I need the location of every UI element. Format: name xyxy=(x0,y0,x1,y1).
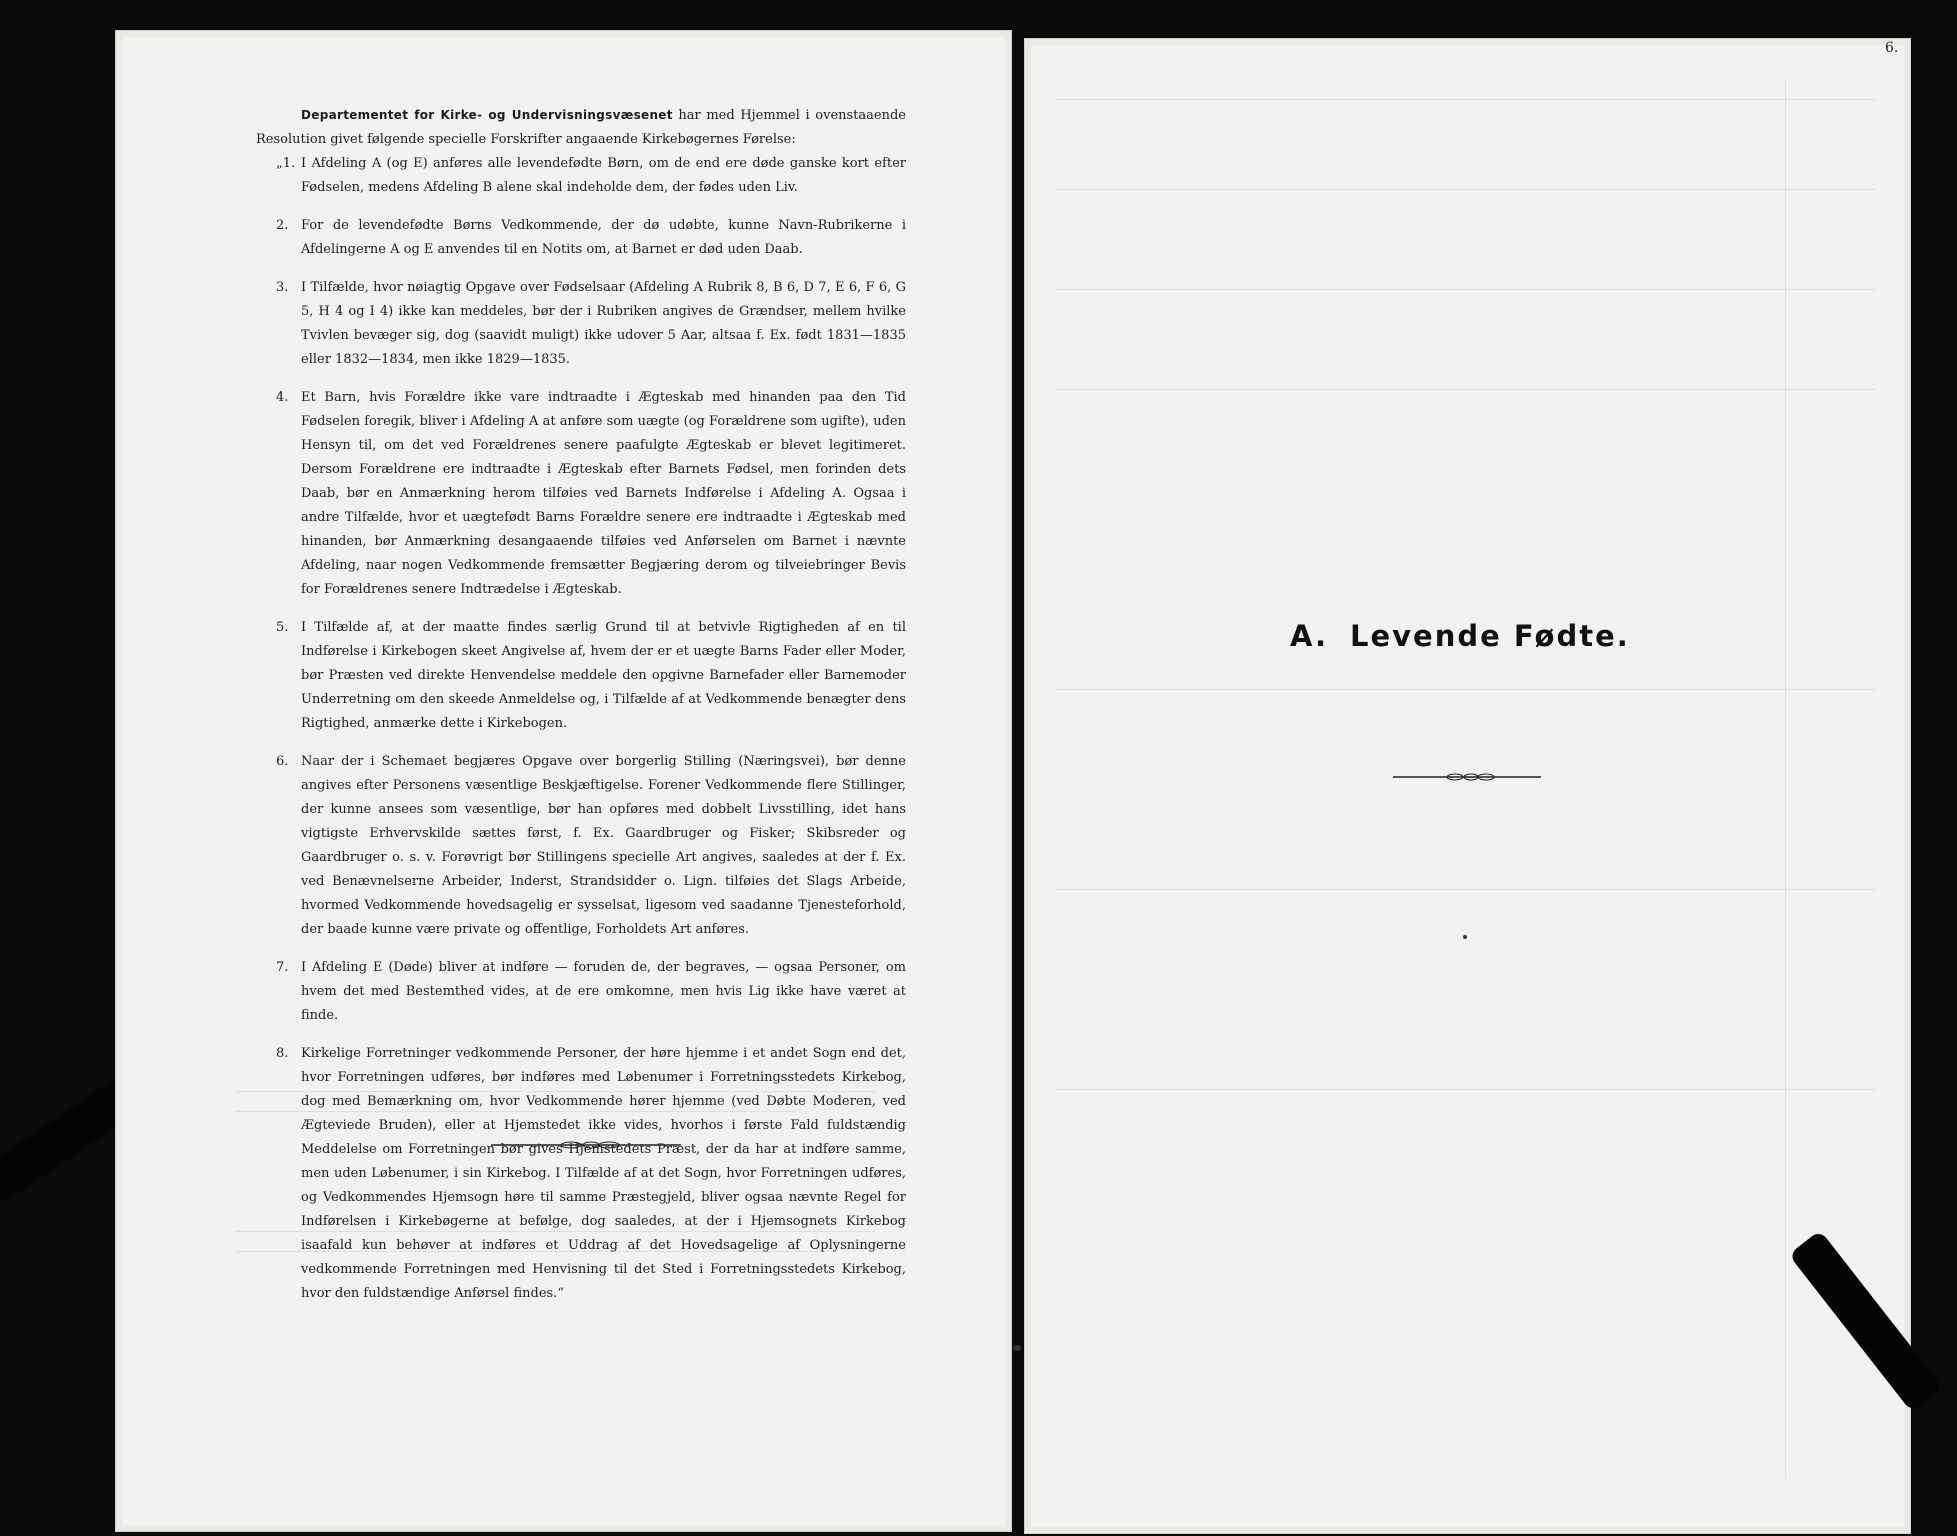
item-number: 8. xyxy=(276,1046,289,1061)
regulation-item xyxy=(256,956,906,1028)
item-text: I Afdeling E (Døde) bliver at indføre — foruden de, der begraves, — ogsaa Personer, om hvem det med Bestemthed vides, at de ere omkomne, men hvis Lig ikke have været at finde. xyxy=(301,960,906,1023)
regulation-item xyxy=(256,152,906,200)
item-number: 7. xyxy=(276,960,289,975)
item-text: I Afdeling A (og E) anføres alle levendefødte Børn, om de end ere døde ganske kort efter Fødselen, medens Afdeling B alene skal indeholde dem, der fødes uden Liv. xyxy=(301,156,906,195)
regulations-text xyxy=(256,103,906,1306)
item-text: I Tilfælde af, at der maatte findes særlig Grund til at betvivle Rigtigheden af en til Indførelse i Kirkebogen skeet Angivelse af, hvem der er et uægte Barns Fader eller Moder, bør Præsten ved direkte Henvendelse meddele den opgivne Barnefader eller Barnemoder Underretning om den skeede Anmeldelse og, i Tilfælde af at Vedkommende benægter dens Rigtighed, anmærke dette i Kirkebogen. xyxy=(301,620,906,731)
intro-text: har med Hjemmel i ovenstaaende Resolution givet følgende specielle Forskrifter angaaende Kirkebøgernes Førelse: xyxy=(256,108,906,147)
intro-paragraph xyxy=(256,103,906,152)
item-text: For de levendefødte Børns Vedkommende, der dø udøbte, kunne Navn-Rubrikerne i Afdelingerne A og E anvendes til en Notits om, at Barnet er død uden Daab. xyxy=(301,218,906,257)
section-letter: A. xyxy=(1290,619,1328,653)
bleed-through-line xyxy=(1055,99,1875,100)
bleed-through-line xyxy=(1055,189,1875,190)
ornament-divider-icon xyxy=(491,1141,681,1149)
item-number: „1. xyxy=(276,156,296,171)
bleed-through-line xyxy=(1055,289,1875,290)
ink-speck xyxy=(1463,935,1467,939)
section-title: Levende Fødte. xyxy=(1350,619,1630,653)
page-corner-mark: 6. xyxy=(1885,40,1899,56)
item-number: 3. xyxy=(276,280,289,295)
item-number: 6. xyxy=(276,754,289,769)
regulation-item xyxy=(256,386,906,602)
item-number: 2. xyxy=(276,218,289,233)
right-page xyxy=(1024,38,1911,1534)
bleed-through-line xyxy=(1055,389,1875,390)
item-number: 4. xyxy=(276,390,289,405)
regulation-item xyxy=(256,276,906,372)
item-text: Kirkelige Forretninger vedkommende Personer, der høre hjemme i et andet Sogn end det, hvor Forretningen udføres, bør indføres med Løbenumer i Forretningsstedets Kirkebog, dog med Bemærkning om, hvor Vedkommende hører hjemme (ved Døbte Moderen, ved Ægteviede Bruden), eller at Hjemstedet ikke vides, hvorhos i første Fald fuldstændig Meddelelse om Forretningen bør gives Hjemstedets Præst, der da har at indføre samme, men uden Løbenumer, i sin Kirkebog. I Tilfælde af at det Sogn, hvor Forretningen udføres, og Vedkommendes Hjemsogn høre til samme Præstegjeld, bliver ogsaa nævnte Regel for Indførelsen i Kirkebøgerne at befølge, dog saaledes, at der i Hjemsognets Kirkebog isaafald kun behøver at indføres et Uddrag af det Hovedsagelige af Oplysningerne vedkommende Forretningen med Henvisning til det Sted i Forretningsstedets Kirkebog, hvor den fuldstændige Anførsel findes.“ xyxy=(301,1046,906,1301)
item-number: 5. xyxy=(276,620,289,635)
bleed-through-line xyxy=(1055,689,1875,690)
item-text: I Tilfælde, hvor nøiagtig Opgave over Fødselsaar (Afdeling A Rubrik 8, B 6, D 7, E 6, F 6, G 5, H 4 og I 4) ikke kan meddeles, bør der i Rubriken angives de Grændser, mellem hvilke Tvivlen bevæger sig, dog (saavidt muligt) ikke udover 5 Aar, altsaa f. Ex. født 1831—1835 eller 1832—1834, men ikke 1829—1835. xyxy=(301,280,906,367)
left-page xyxy=(115,30,1012,1532)
item-text: Et Barn, hvis Forældre ikke vare indtraadte i Ægteskab med hinanden paa den Tid Fødselen foregik, bliver i Afdeling A at anføre som uægte (og Forældrene som ugifte), uden Hensyn til, om det ved Forældrenes senere paafulgte Ægteskab er blevet legitimeret. Dersom Forældrene ere indtraadte i Ægteskab efter Barnets Fødsel, men forinden dets Daab, bør en Anmærkning herom tilføies ved Barnets Indførelse i Afdeling A. Ogsaa i andre Tilfælde, hvor et uægtefødt Barns Forældre senere ere indtraadte i Ægteskab med hinanden, bør Anmærkning desangaaende tilføies ved Anførselen om Barnet i nævnte Afdeling, naar nogen Vedkommende fremsætter Begjæring derom og tilveiebringer Bevis for Forældrenes senere Indtrædelse i Ægteskab. xyxy=(301,390,906,597)
bleed-through-line xyxy=(1785,79,1786,1479)
regulation-item xyxy=(256,1042,906,1306)
department-name: Departementet for Kirke- og Undervisningsvæsenet xyxy=(301,108,673,122)
section-heading xyxy=(1290,619,1630,653)
regulation-item xyxy=(256,214,906,262)
binding-mark xyxy=(1013,1345,1021,1351)
regulation-item xyxy=(256,616,906,736)
ornament-divider-icon xyxy=(1393,773,1541,781)
regulation-item xyxy=(256,750,906,942)
bleed-through-line xyxy=(1055,1089,1875,1090)
item-text: Naar der i Schemaet begjæres Opgave over borgerlig Stilling (Næringsvei), bør denne angives efter Personens væsentlige Beskjæftigelse. Forener Vedkommende flere Stillinger, der kunne ansees som væsentlige, bør han opføres med dobbelt Livsstilling, idet hans vigtigste Erhvervskilde sættes først, f. Ex. Gaardbruger og Fisker; Skibsreder og Gaardbruger o. s. v. Forøvrigt bør Stillingens specielle Art angives, saaledes at der f. Ex. ved Benævnelserne Arbeider, Inderst, Strandsidder o. Lign. tilføies det Slags Arbeide, hvormed Vedkommende hovedsagelig er sysselsat, ligesom ved saadanne Tjenesteforhold, der baade kunne være private og offentlige, Forholdets Art anføres. xyxy=(301,754,906,937)
bleed-through-line xyxy=(1055,889,1875,890)
